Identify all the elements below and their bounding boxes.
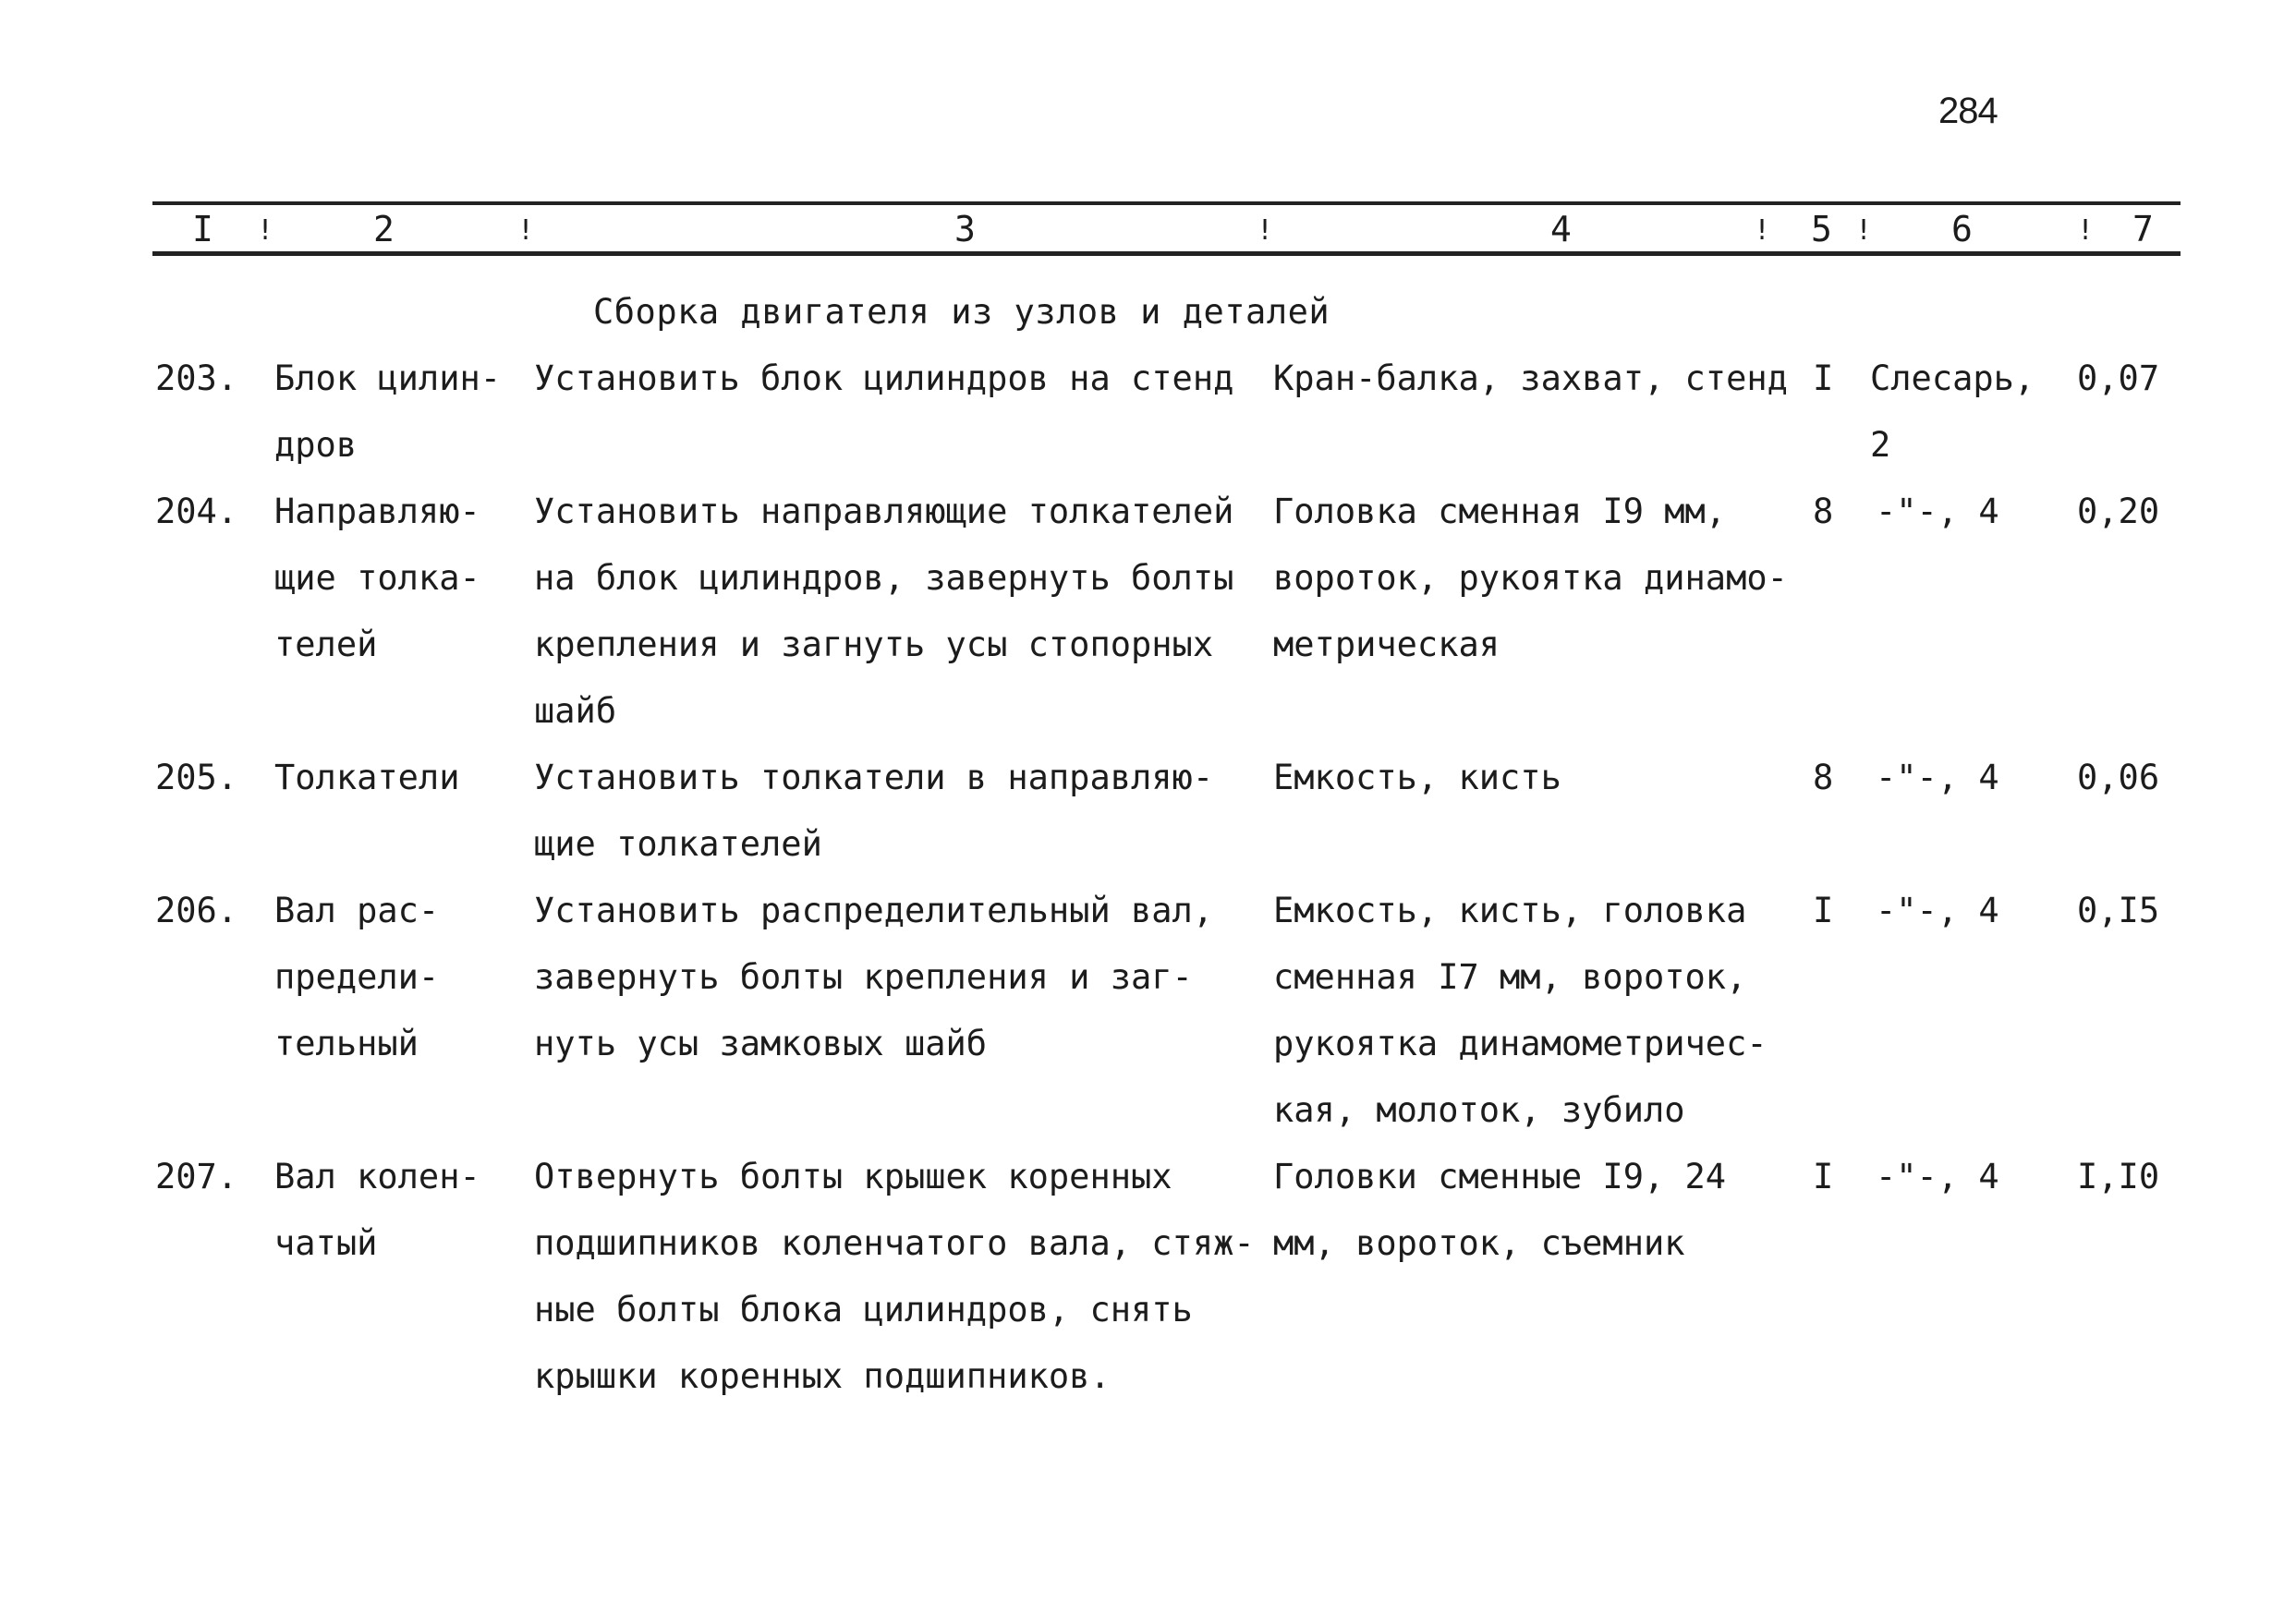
row-number: 204. [155, 492, 238, 531]
part-name-line: Толкатели [274, 758, 460, 797]
equipment-line: метрическая [1273, 625, 1500, 664]
part-name-line: Вал рас- [274, 891, 440, 930]
header-col-6: 6 [1951, 209, 1973, 249]
part-name-line: тельный [274, 1024, 419, 1063]
header-separator: ! [1257, 214, 1274, 247]
operation-text [534, 479, 1233, 745]
worker-line: Слесарь, [1870, 358, 2035, 398]
equipment-line: вороток, рукоятка динамо- [1273, 558, 1788, 598]
equipment-line: Емкость, кисть, головка [1273, 891, 1747, 930]
header-separator: ! [257, 214, 274, 247]
equipment-line: Емкость, кисть [1273, 758, 1561, 797]
header-separator: ! [2077, 214, 2095, 247]
table-top-rule [152, 201, 2181, 205]
operation-line: Отвернуть болты крышек коренных [534, 1157, 1172, 1196]
time-norm: 0,I5 [2077, 891, 2160, 930]
equipment-line: рукоятка динамометричес- [1273, 1024, 1768, 1063]
time-norm: 0,07 [2077, 358, 2160, 398]
part-name [274, 1144, 480, 1277]
equipment-text [1273, 1144, 1726, 1277]
quantity: I [1813, 1157, 1834, 1196]
part-name-line: Вал колен- [274, 1157, 480, 1196]
part-name [274, 878, 439, 1077]
operation-line: завернуть болты крепления и заг- [534, 957, 1193, 997]
part-name-line: чатый [274, 1223, 378, 1263]
operation-line: крышки коренных подшипников. [534, 1356, 1111, 1396]
header-col-2: 2 [373, 209, 395, 249]
header-col-1: I [192, 209, 213, 249]
worker [1876, 745, 1999, 811]
quantity: I [1813, 891, 1834, 930]
time-norm: 0,20 [2077, 492, 2160, 531]
part-name-line: дров [274, 425, 358, 465]
part-name-line: щие толка- [274, 558, 480, 598]
worker [1876, 479, 1999, 545]
equipment-text [1273, 745, 1561, 811]
operation-text [534, 878, 1213, 1077]
worker-line: -"-, 4 [1876, 758, 1999, 797]
quantity: 8 [1813, 758, 1834, 797]
operation-text [534, 1144, 1255, 1410]
section-title: Сборка двигателя из узлов и деталей [593, 292, 1330, 332]
operation-line: крепления и загнуть усы стопорных [534, 625, 1214, 664]
part-name [274, 479, 480, 678]
operation-line: нуть усы замковых шайб [534, 1024, 988, 1063]
equipment-line: мм, вороток, съемник [1273, 1223, 1685, 1263]
row-number: 205. [155, 758, 238, 797]
operation-line: подшипников коленчатого вала, стяж- [534, 1223, 1255, 1263]
row-number: 206. [155, 891, 238, 930]
operation-line: щие толкателей [534, 824, 822, 864]
worker [1870, 346, 2035, 479]
header-col-7: 7 [2132, 209, 2154, 249]
part-name-line: Направляю- [274, 492, 480, 531]
operation-line: Установить толкатели в направляю- [534, 758, 1214, 797]
operation-text [534, 745, 1213, 878]
equipment-line: Кран-балка, захват, стенд [1273, 358, 1788, 398]
quantity: I [1813, 358, 1834, 398]
header-col-5: 5 [1811, 209, 1832, 249]
row-number: 207. [155, 1157, 238, 1196]
worker-line: -"-, 4 [1876, 891, 1999, 930]
worker-line: -"-, 4 [1876, 1157, 1999, 1196]
operation-line: на блок цилиндров, завернуть болты [534, 558, 1234, 598]
quantity: 8 [1813, 492, 1834, 531]
worker [1876, 1144, 1999, 1210]
header-separator: ! [1754, 214, 1771, 247]
operation-text [534, 346, 1233, 412]
part-name-line: предели- [274, 957, 440, 997]
equipment-line: Головки сменные I9, 24 [1273, 1157, 1727, 1196]
operation-line: Установить распределительный вал, [534, 891, 1214, 930]
header-separator: ! [1855, 214, 1873, 247]
operation-line: ные болты блока цилиндров, снять [534, 1290, 1193, 1330]
page-number: 284 [1938, 91, 1998, 131]
part-name-line: Блок цилин- [274, 358, 502, 398]
operation-line: Установить блок цилиндров на стенд [534, 358, 1234, 398]
equipment-text [1273, 878, 1768, 1144]
worker-line: 2 [1870, 425, 1891, 465]
equipment-text [1273, 346, 1788, 412]
table-header-rule [152, 251, 2181, 256]
header-separator: ! [517, 214, 535, 247]
worker [1876, 878, 1999, 944]
row-number: 203. [155, 358, 238, 398]
part-name [274, 745, 459, 811]
equipment-text [1273, 479, 1788, 678]
equipment-line: сменная I7 мм, вороток, [1273, 957, 1747, 997]
worker-line: -"-, 4 [1876, 492, 1999, 531]
part-name [274, 346, 501, 479]
operation-line: шайб [534, 691, 617, 731]
header-col-3: 3 [954, 209, 976, 249]
time-norm: 0,06 [2077, 758, 2160, 797]
time-norm: I,I0 [2077, 1157, 2160, 1196]
part-name-line: телей [274, 625, 378, 664]
header-col-4: 4 [1550, 209, 1572, 249]
operation-line: Установить направляющие толкателей [534, 492, 1234, 531]
equipment-line: кая, молоток, зубило [1273, 1090, 1685, 1130]
equipment-line: Головка сменная I9 мм, [1273, 492, 1727, 531]
